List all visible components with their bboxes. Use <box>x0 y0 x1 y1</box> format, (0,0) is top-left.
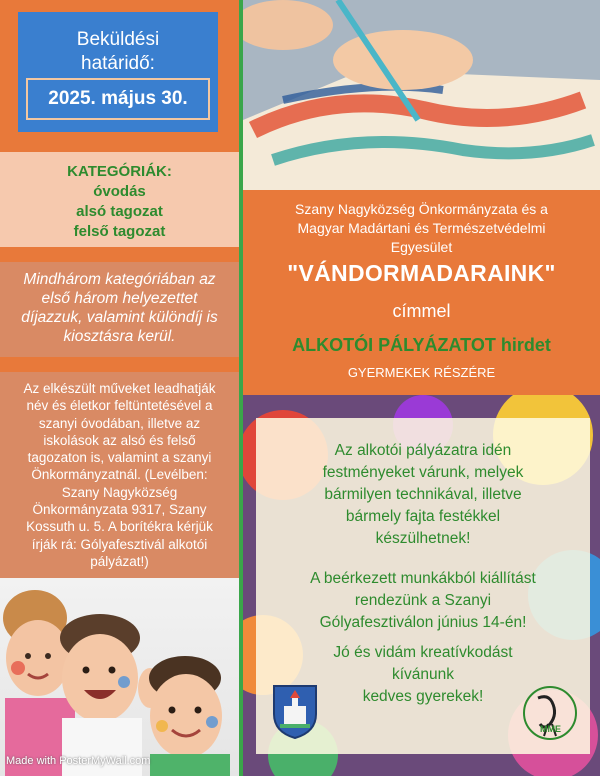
categories-box <box>0 152 239 247</box>
paragraph-paintings <box>264 440 582 550</box>
instruction-line: írják rá: Gólyafesztivál alkotói <box>31 536 208 552</box>
organizer-line: Szany Nagyközség Önkormányzata és a <box>295 201 548 217</box>
contest-title: "VÁNDORMADARAINK" <box>287 260 556 286</box>
prize-line: díjazzuk, valamint különdíj is <box>21 309 218 326</box>
painting-illustration <box>243 0 600 190</box>
prize-line: kiosztásra kerül. <box>63 328 176 345</box>
paragraph-exhibition <box>264 568 582 634</box>
text-line: készülhetnek! <box>375 530 471 547</box>
announcement-panel <box>243 190 600 395</box>
organizer-line: Magyar Madártani és Természetvédelmi <box>297 220 546 236</box>
deadline-date: 2025. május 30. <box>26 78 210 120</box>
instruction-line: iskolások az alsó és felső <box>43 432 196 448</box>
coat-of-arms-icon <box>272 684 318 740</box>
text-line: rendezünk a Szanyi <box>354 592 492 609</box>
title-suffix: címmel <box>392 301 451 321</box>
category-item: óvodás <box>93 183 146 200</box>
text-line: kedves gyerekek! <box>362 688 484 705</box>
instruction-line: Kossuth u. 5. A borítékra kérjük <box>26 519 213 535</box>
instruction-line: szanyi óvodában, illetve az <box>38 415 201 431</box>
mme-logo-text: MME <box>540 724 561 734</box>
category-item: felső tagozat <box>73 223 166 240</box>
contest-announcement: ALKOTÓI PÁLYÁZATOT hirdet <box>292 335 551 355</box>
text-line: Az alkotói pályázatra idén <box>334 442 512 459</box>
text-line: Jó és vidám kreatívkodást <box>333 644 513 661</box>
instruction-line: Szany Nagyközség <box>61 484 178 500</box>
details-overlay <box>256 418 590 754</box>
prize-line: Mindhárom kategóriában az <box>23 271 216 288</box>
children-illustration <box>0 578 239 776</box>
text-line: bármely fajta festékkel <box>345 508 501 525</box>
instruction-line: Önkormányzata 9317, Szany <box>32 502 207 518</box>
instruction-line: Az elkészült műveket leadhatják <box>23 381 216 396</box>
submission-instructions-box <box>0 372 239 597</box>
audience-label: GYERMEKEK RÉSZÉRE <box>347 365 496 380</box>
made-with-credit: Made with PosterMyWall.com <box>6 755 151 767</box>
instruction-line: tagozaton is, valamint a szanyi <box>27 450 212 466</box>
category-item: alsó tagozat <box>76 203 163 220</box>
text-line: bármilyen technikával, illetve <box>324 486 522 503</box>
deadline-label-line1: Beküldési <box>76 29 160 50</box>
deadline-label <box>18 28 218 76</box>
text-line: Gólyafesztiválon június 14-én! <box>319 614 527 631</box>
text-line: kívánunk <box>391 666 455 683</box>
instruction-line: Önkormányzatnál. (Levélben: <box>31 467 208 483</box>
categories-heading: KATEGÓRIÁK: <box>67 163 172 180</box>
painting-photo <box>243 0 600 190</box>
text-line: festményeket várunk, melyek <box>322 464 524 481</box>
children-photo <box>0 578 239 776</box>
prize-line: első három helyezettet <box>41 290 198 307</box>
instruction-line: név és életkor feltüntetésével a <box>26 398 213 414</box>
deadline-label-line2: határidő: <box>81 53 155 74</box>
deadline-box <box>18 12 218 132</box>
instruction-line: pályázat!) <box>90 553 149 569</box>
prize-info-box <box>0 262 239 357</box>
organizers <box>253 200 590 257</box>
text-line: A beérkezett munkákból kiállítást <box>310 570 536 587</box>
organizer-line: Egyesület <box>390 239 453 255</box>
